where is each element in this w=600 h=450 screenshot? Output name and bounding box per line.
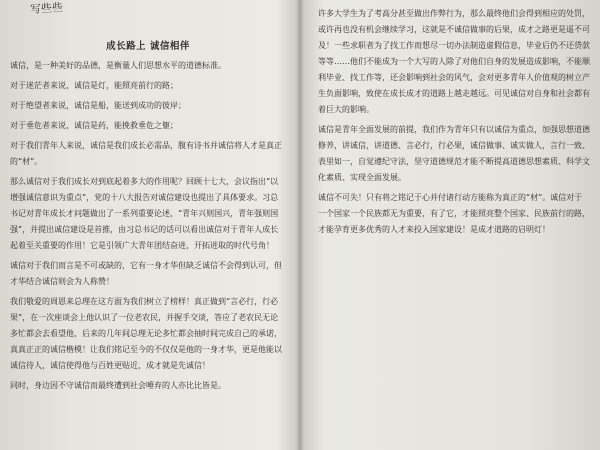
right-page (300, 0, 600, 450)
left-paragraph: 对于我们青年人来说，诚信是我们成长必需品，腹有诗书并诚信将人才是真正的“材”。 (10, 141, 282, 166)
handwritten-note: 写些些 (29, 0, 64, 17)
left-paragraph: 对于垂危者来说，诚信是药，能挽救垂危之躯； (10, 121, 178, 130)
left-paragraph: 诚信，是一种美好的品德，是衡量人们思想水平的道德标准。 (10, 61, 226, 70)
essay-title: 成长路上 诚信相伴 (106, 41, 190, 52)
right-paragraph: 许多大学生为了考高分甚至做出作弊行为，那么最终他们会得到相应的处罚，或许再也没有机会继续学习，这就是不诚信做事的后果，成才之路更是遥不可及！一些求职者为了找工作而想尽一切办法制造虚假信息，毕业后仍不还贷款等等……他们不能成为一个大写的人除了对他们自身的发展造成影响，不能顺利毕业、找工作等，还会影响到社会的风气，会对更多青年人价值观的树立产生负面影响，致使在成长成才的道路上越走越远。可见诚信对自身和社会都有着巨大的影响。 (318, 9, 590, 114)
left-paragraph: 对于迷茫者来说，诚信是灯，能照亮前行的路； (10, 81, 178, 90)
right-paragraph: 诚信是青年全面发展的前提，我们作为青年只有以诚信为重点，加强思想道德修养，讲诚信，讲道德、言必行，行必果，诚信做事、诚实做人，言行一致、表里如一，自觉遵纪守法，坚守道德规范才能不断提高道德思想素质、科学文化素质、实现全面发展。 (318, 125, 590, 182)
left-paragraph: 对于绝望者来说，诚信是船，能送到成功的彼岸； (10, 101, 186, 110)
left-paragraph: 诚信对于我们而言是不可或缺的，它有一身才华但缺乏诚信不会得到认可，但才华结合诚信则会为人称赞！ (10, 261, 282, 286)
left-paragraph: 我们敬爱的周恩来总理在这方面为我们树立了榜样！真正做到“言必行，行必果”，在一次座谈会上他认识了一位老农民，并握手交谈，答应了老农民无论多忙都会去看望他，后来的几年间总理无论多忙都会抽时间完成自己的承诺，真真正正的诚信楷模！让我们铭记至今的不仅仅是他的一身才华，更是他能以诚信待人，诚信使得他与百姓更贴近，成才就是先诚信！ (10, 297, 282, 370)
left-paragraph: 那么诚信对于我们成长对到底起着多大的作用呢？回顾十七大，会议指出“以增强诚信意识为重点”，党的十八大报告对诚信建设也提出了具体要求。习总书记对青年成长才问题做出了一系列重要论述，“青年兴则国兴，青年强则国强”，并提出诚信建设是首推，由习总书记的话可以看出诚信对于青年人成长起着至关重要的作用！它是引领广大青年团结奋进，开拓进取的时代号角！ (10, 177, 279, 250)
right-paragraph: 诚信不可失！只有将之铭记于心并付诸行动方能称为真正的“材”。诚信对于一个国家一个民族都无为重要，有了它，才能照亮整个国家、民族前行的路，才能孕育更多优秀的人才来投入国家建设！是成才道路的启明灯！ (318, 193, 590, 234)
left-paragraph: 同时，身边因不守诚信而最终遭到社会唾弃的人亦比比皆是。 (10, 381, 226, 390)
